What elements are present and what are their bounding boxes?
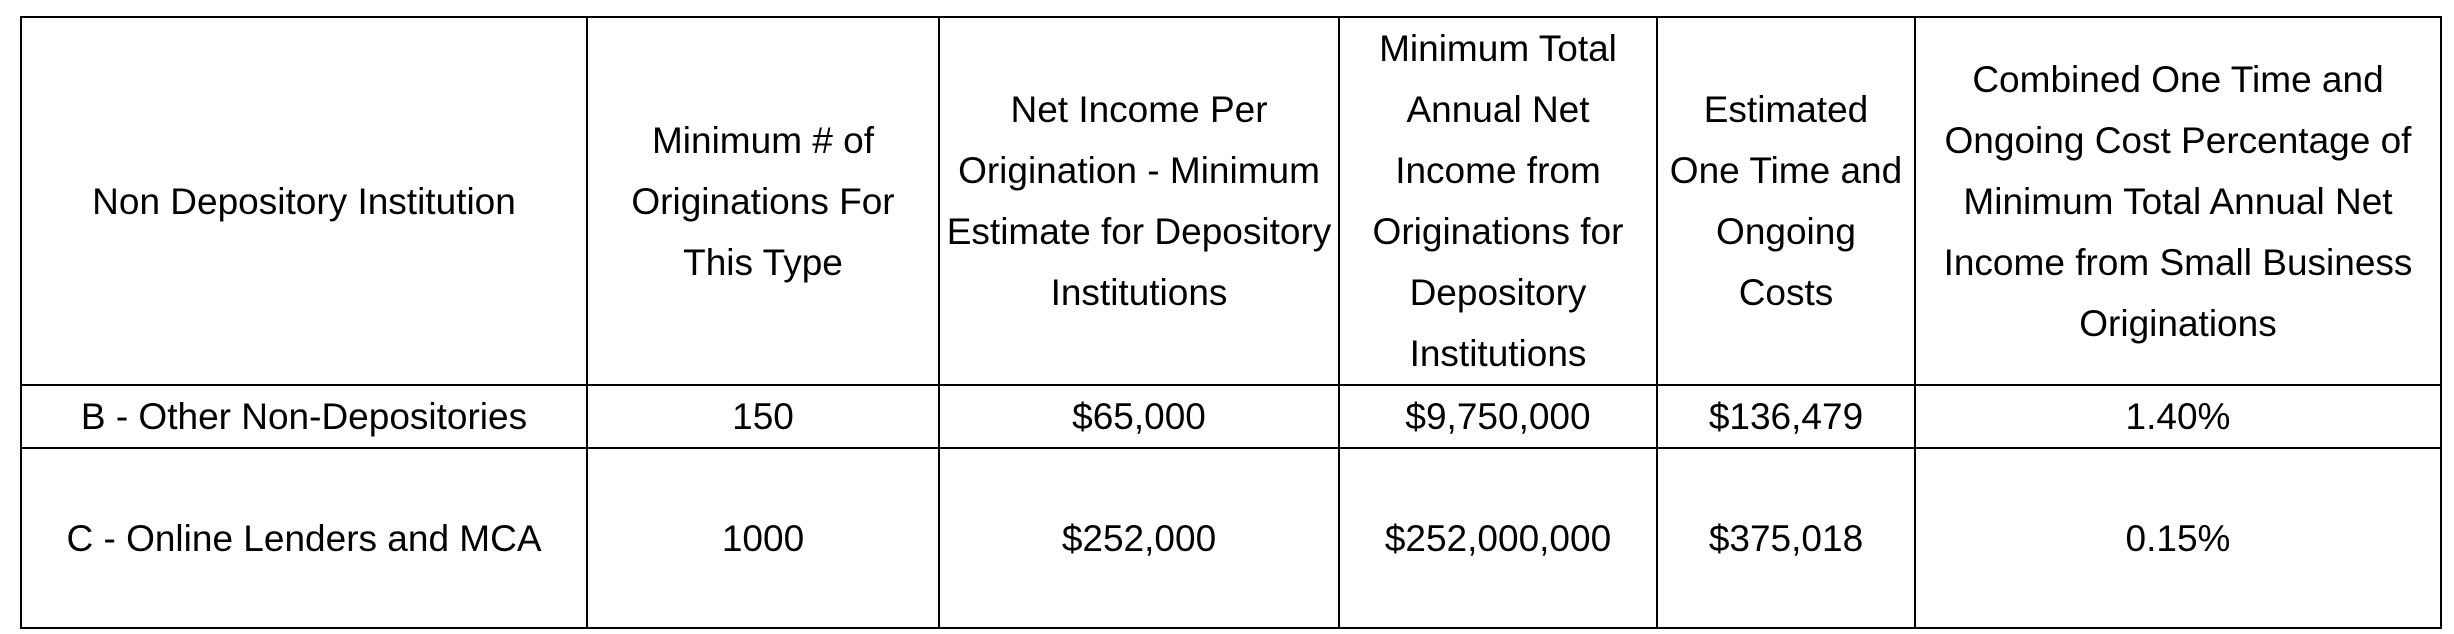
header-label: Minimum Total Annual Net Income from Originations for Depository Institutions (1372, 28, 1624, 374)
cell-min-total-annual-net-income: $9,750,000 (1339, 385, 1657, 448)
cell-estimated-costs: $375,018 (1657, 448, 1915, 628)
table-row (21, 448, 2441, 628)
table-row (21, 385, 2441, 448)
cell-net-income-per-origination: $65,000 (939, 385, 1339, 448)
cell-cost-percentage: 0.15% (1915, 448, 2441, 628)
cell-cost-percentage: 1.40% (1915, 385, 2441, 448)
header-label: Non Depository Institution (92, 180, 516, 222)
table-header-row (21, 17, 2441, 385)
column-header-institution (21, 17, 587, 385)
originations-cost-table (20, 16, 2442, 629)
header-label: Minimum # of Originations For This Type (631, 119, 895, 283)
column-header-cost-percentage (1915, 17, 2441, 385)
cell-estimated-costs: $136,479 (1657, 385, 1915, 448)
column-header-estimated-costs (1657, 17, 1915, 385)
header-label: Combined One Time and Ongoing Cost Percentage of Minimum Total Annual Net Income from Small Business Originations (1943, 58, 2413, 344)
cell-min-total-annual-net-income: $252,000,000 (1339, 448, 1657, 628)
cell-institution: C - Online Lenders and MCA (21, 448, 587, 628)
column-header-min-total-annual-net-income (1339, 17, 1657, 385)
cell-min-originations: 1000 (587, 448, 939, 628)
column-header-min-originations (587, 17, 939, 385)
cell-net-income-per-origination: $252,000 (939, 448, 1339, 628)
column-header-net-income-per-origination (939, 17, 1339, 385)
cell-institution: B - Other Non-Depositories (21, 385, 587, 448)
header-label: Estimated One Time and Ongoing Costs (1669, 89, 1903, 313)
header-label: Net Income Per Origination - Minimum Estimate for Depository Institutions (946, 89, 1332, 313)
cell-min-originations: 150 (587, 385, 939, 448)
